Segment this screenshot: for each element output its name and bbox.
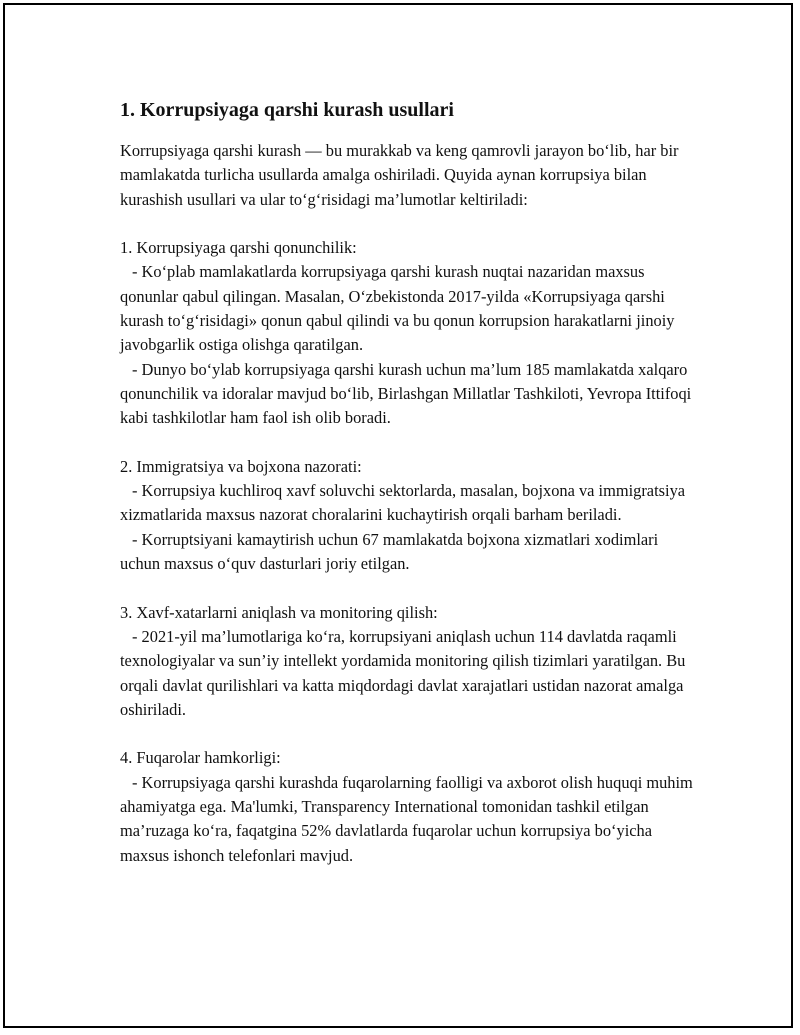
section-bullet: - Korrupsiya kuchliroq xavf soluvchi sektorlarda, masalan, bojxona va immigratsiya xizmatlarida maxsus nazorat choralarini kuchaytirish orqali barham beriladi. bbox=[120, 481, 686, 525]
document-body bbox=[120, 97, 700, 868]
section-citizens bbox=[120, 746, 700, 867]
section-bullet: - Korruptsiyani kamaytirish uchun 67 mamlakatda bojxona xizmatlari xodimlari uchun maxsus o‘quv dasturlari joriy etilgan. bbox=[120, 529, 659, 574]
section-bullet: - 2021-yil ma’lumotlariga ko‘ra, korrupsiyani aniqlash uchun 114 davlatda raqamli texnologiyalar va sun’iy intellekt yordamida monitoring qilish tizimlari yaratilgan. Bu orqali davlat qurilishlari va katta miqdordagi davlat xarajatlari ustidan nazorat amalga oshiriladi. bbox=[120, 626, 686, 719]
section-bullet: - Ko‘plab mamlakatlarda korrupsiyaga qarshi kurash nuqtai nazaridan maxsus qonunlar qabul qilingan. Masalan, O‘zbekistonda 2017-yilda «Korrupsiyaga qarshi kurash to‘g‘risidagi» qonun qabul qilindi va bu qonun korrupsion harakatlarni jinoiy javobgarlik ostiga olishga qaratilgan. bbox=[120, 262, 675, 355]
section-heading: 2. Immigratsiya va bojxona nazorati: bbox=[120, 456, 362, 476]
section-heading: 3. Xavf-xatarlarni aniqlash va monitoring qilish: bbox=[120, 602, 438, 622]
section-heading: 1. Korrupsiyaga qarshi qonunchilik: bbox=[120, 238, 357, 258]
section-legislation bbox=[120, 236, 700, 430]
section-spacer bbox=[120, 722, 700, 746]
section-heading: 4. Fuqarolar hamkorligi: bbox=[120, 748, 281, 768]
section-spacer bbox=[120, 576, 700, 600]
section-spacer bbox=[120, 431, 700, 455]
section-bullet: - Dunyo bo‘ylab korrupsiyaga qarshi kurash uchun ma’lum 185 mamlakatda xalqaro qonunchilik va idoralar mavjud bo‘lib, Birlashgan Millatlar Tashkiloti, Yevropa Ittifoqi kabi tashkilotlar ham faol ish olib boradi. bbox=[120, 359, 692, 428]
intro-paragraph: Korrupsiyaga qarshi kurash — bu murakkab va keng qamrovli jarayon bo‘lib, har bir mamlakatda turlicha usullarda amalga oshiriladi. Quyida aynan korrupsiya bilan kurashish usullari va ular to‘g‘risidagi ma’lumotlar keltiriladi: bbox=[120, 141, 679, 209]
section-bullet: - Korrupsiyaga qarshi kurashda fuqarolarning faolligi va axborot olish huquqi muhim ahamiyatga ega. Ma'lumki, Transparency International tomonidan tashkil etilgan ma’ruzaga ko‘ra, faqatgina 52% davlatlarda fuqarolar uchun korrupsiya bo‘yicha maxsus ishonch telefonlari mavjud. bbox=[120, 772, 693, 865]
document-page bbox=[3, 3, 793, 1028]
document-title: 1. Korrupsiyaga qarshi kurash usullari bbox=[120, 99, 454, 121]
section-monitoring bbox=[120, 601, 700, 722]
section-spacer bbox=[120, 212, 700, 236]
section-customs bbox=[120, 455, 700, 576]
